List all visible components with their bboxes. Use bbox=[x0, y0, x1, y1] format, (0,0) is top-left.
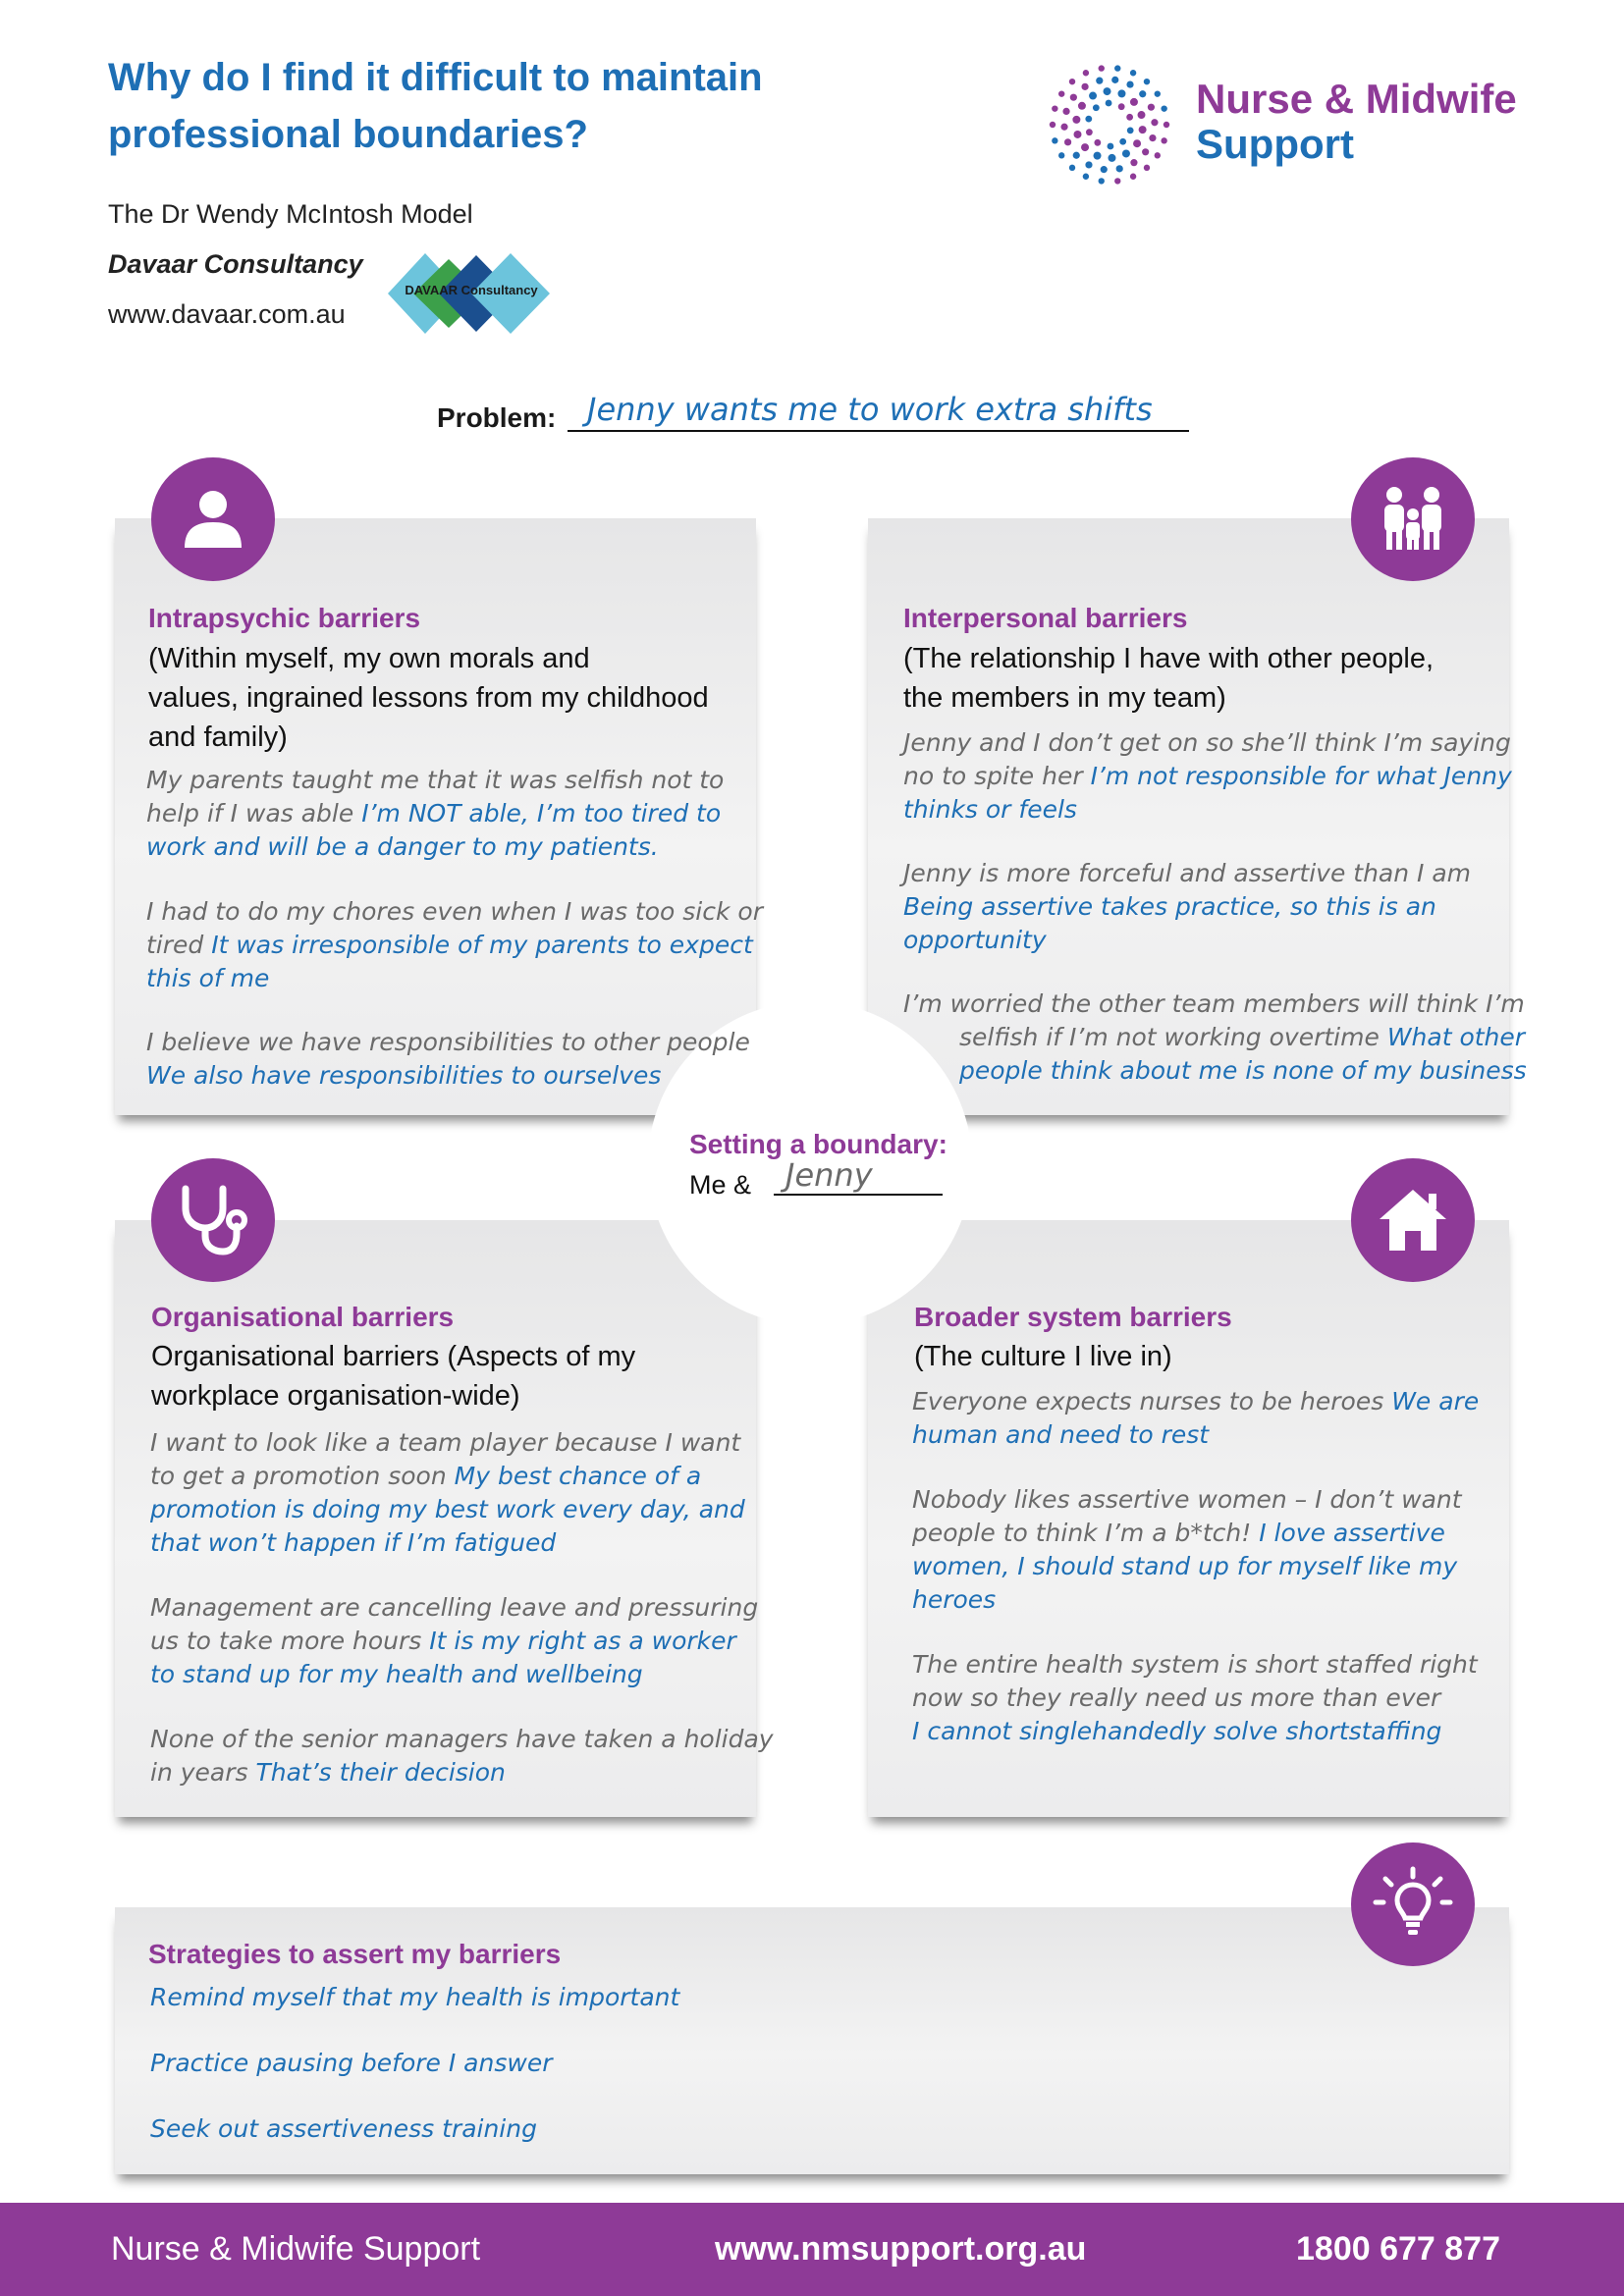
boundary-underline bbox=[774, 1194, 943, 1196]
brand-line-1: Nurse & Midwife bbox=[1196, 76, 1517, 122]
interpersonal-subtitle: (The relationship I have with other people, the members in my team) bbox=[903, 643, 1435, 714]
model-name: The Dr Wendy McIntosh Model bbox=[108, 199, 473, 229]
footer-org: Nurse & Midwife Support bbox=[111, 2230, 481, 2268]
footer-phone[interactable]: 1800 677 877 bbox=[1296, 2230, 1500, 2268]
problem-field[interactable]: Jenny wants me to work extra shifts bbox=[587, 391, 1153, 428]
interpersonal-entry-2: Jenny is more forceful and assertive than I am Being assertive takes practice, so this is an opportunity bbox=[903, 859, 1472, 954]
footer-bar bbox=[0, 2203, 1624, 2296]
intrapsychic-entry-2: I had to do my chores even when I was too sick or tired It was irresponsible of my parents to expect this of me bbox=[146, 897, 763, 992]
broader-entry-2: Nobody likes assertive women – I don’t want people to think I’m a b*tch! I love assertive women, I should stand up for myself like my heroes bbox=[912, 1485, 1462, 1614]
broader-subtitle: (The culture I live in) bbox=[914, 1341, 1172, 1372]
boundary-person-field[interactable]: Jenny bbox=[785, 1156, 873, 1194]
problem-label: Problem: bbox=[437, 402, 557, 433]
person-icon bbox=[151, 457, 275, 581]
problem-underline bbox=[568, 430, 1189, 432]
broader-entry-3: The entire health system is short staffed right now so they really need us more than ever I cannot singlehandedly solve shortstaffing bbox=[912, 1650, 1478, 1745]
brand-line-2: Support bbox=[1196, 121, 1354, 167]
broader-title: Broader system barriers bbox=[914, 1302, 1232, 1332]
broader-entry-1: Everyone expects nurses to be heroes We are human and need to rest bbox=[912, 1387, 1480, 1449]
interpersonal-entry-1: Jenny and I don’t get on so she’ll think I’m saying no to spite her I’m not responsible for what Jenny thinks or feels bbox=[903, 728, 1512, 824]
strategy-item: Seek out assertiveness training bbox=[150, 2114, 537, 2143]
intrapsychic-entry-1: My parents taught me that it was selfish not to help if I was able I’m NOT able, I’m too tired to work and will be a danger to my patients. bbox=[146, 766, 725, 861]
organisational-entry-2: Management are cancelling leave and pressuring us to take more hours It is my right as a worker to stand up for my health and wellbeing bbox=[150, 1593, 759, 1688]
consultancy-name: Davaar Consultancy bbox=[108, 249, 363, 279]
strategies-title: Strategies to assert my barriers bbox=[148, 1939, 562, 1969]
family-icon bbox=[1351, 457, 1475, 581]
organisational-subtitle: Organisational barriers (Aspects of my workplace organisation-wide) bbox=[151, 1341, 636, 1412]
strategy-item: Practice pausing before I answer bbox=[150, 2049, 553, 2077]
page-title bbox=[108, 49, 854, 163]
organisational-title: Organisational barriers bbox=[151, 1302, 455, 1332]
title-line-1: Why do I find it difficult to maintain bbox=[108, 56, 763, 99]
dots-logo-graphic bbox=[1046, 61, 1173, 188]
intrapsychic-title: Intrapsychic barriers bbox=[148, 603, 421, 633]
house-icon bbox=[1351, 1158, 1475, 1282]
website-link[interactable]: www.davaar.com.au bbox=[108, 299, 346, 329]
nms-logo-icon bbox=[1046, 61, 1173, 188]
strategy-item: Remind myself that my health is important bbox=[150, 1983, 680, 2011]
stethoscope-icon bbox=[151, 1158, 275, 1282]
organisational-entry-1: I want to look like a team player because I want to get a promotion soon My best chance of a promotion is doing my best work every day, and that won’t happen if I’m fatigued bbox=[150, 1428, 745, 1557]
intrapsychic-subtitle: (Within myself, my own morals and values, ingrained lessons from my childhood and family) bbox=[148, 643, 709, 753]
davaar-logo-text: DAVAAR Consultancy bbox=[405, 283, 538, 297]
interpersonal-title: Interpersonal barriers bbox=[903, 603, 1188, 633]
boundary-me-label: Me & bbox=[689, 1170, 752, 1200]
lightbulb-icon bbox=[1351, 1842, 1475, 1966]
davaar-logo bbox=[388, 253, 555, 334]
intrapsychic-entry-3: I believe we have responsibilities to other people We also have responsibilities to ourselves bbox=[146, 1028, 750, 1090]
interpersonal-entry-3: I’m worried the other team members will think I’m selfish if I’m not working overtime What other people think about me is none of my business bbox=[903, 989, 1527, 1085]
title-line-2: professional boundaries? bbox=[108, 113, 588, 156]
organisational-entry-3: None of the senior managers have taken a holiday in years That’s their decision bbox=[150, 1725, 774, 1787]
boundary-title: Setting a boundary: bbox=[689, 1129, 947, 1159]
footer-url[interactable]: www.nmsupport.org.au bbox=[715, 2230, 1087, 2268]
